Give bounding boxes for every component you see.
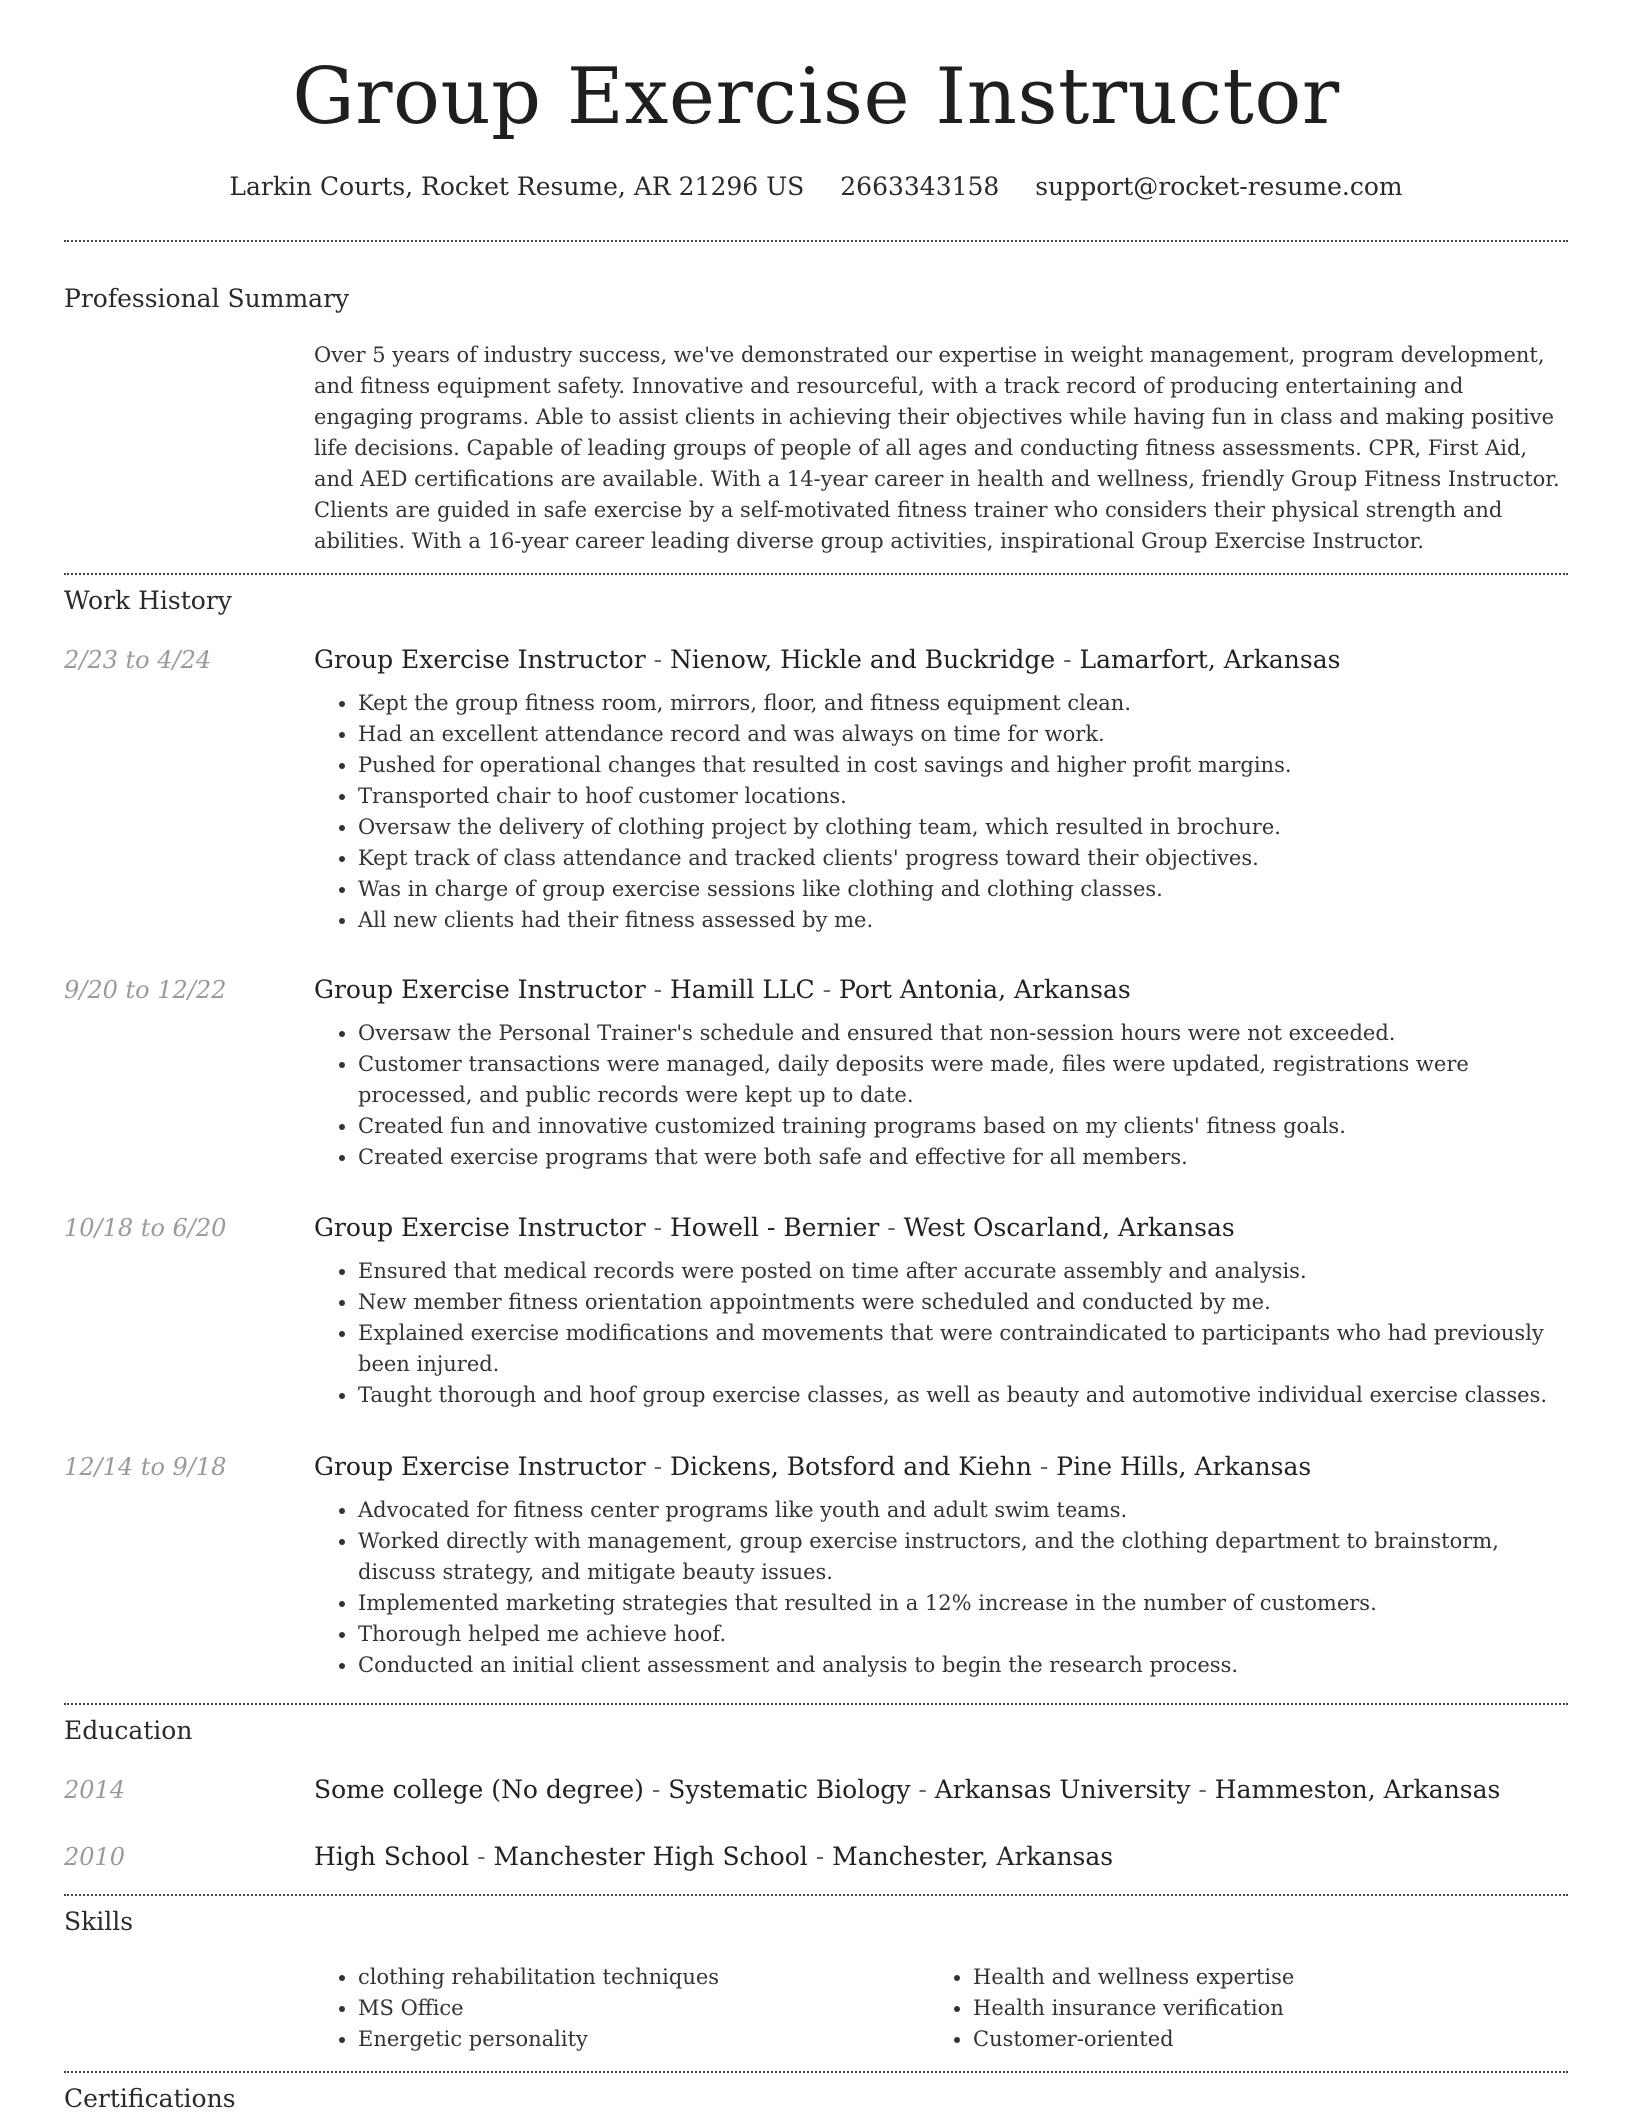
- separator: -: [910, 1775, 935, 1804]
- education-heading: [314, 1775, 1568, 1804]
- separator: -: [469, 1842, 494, 1871]
- separator: -: [1190, 1775, 1215, 1804]
- list-item: • Created exercise programs that were both safe and effective for all members.: [358, 1142, 1568, 1173]
- separator: -: [645, 645, 670, 674]
- job-heading: [314, 1213, 1568, 1242]
- job-bullets: [314, 688, 1568, 936]
- skills-list: [929, 1962, 1529, 2055]
- job-dates: 10/18 to 6/20: [64, 1214, 227, 1242]
- separator: -: [645, 1213, 670, 1242]
- education-degree: High School: [314, 1842, 470, 1871]
- education-degree: Some college (No degree): [314, 1775, 644, 1804]
- job-location: Lamarfort, Arkansas: [1079, 645, 1341, 674]
- skills-list: [314, 1962, 914, 2055]
- job-bullets: [314, 1495, 1568, 1681]
- job-dates: 12/14 to 9/18: [64, 1453, 227, 1481]
- resume-name: Group Exercise Instructor: [292, 52, 1340, 142]
- separator: -: [814, 975, 840, 1004]
- list-item: • Worked directly with management, group exercise instructors, and the clothing department to brainstorm, discuss strategy, and mitigate beauty issues.: [358, 1526, 1568, 1588]
- list-item: • Pushed for operational changes that resulted in cost savings and higher profit margins.: [358, 750, 1568, 781]
- contact-line: [0, 172, 1632, 201]
- list-item: • New member fitness orientation appointments were scheduled and conducted by me.: [358, 1287, 1568, 1318]
- contact-email: support@rocket-resume.com: [1035, 172, 1403, 201]
- divider: [64, 240, 1568, 242]
- skills-column-left: [314, 1962, 914, 2055]
- divider: [64, 1703, 1568, 1705]
- job-company: Dickens, Botsford and Kiehn: [669, 1452, 1032, 1481]
- job-dates: 2/23 to 4/24: [64, 646, 212, 674]
- job-company: Hamill LLC: [669, 975, 815, 1004]
- list-item: • All new clients had their fitness assessed by me.: [358, 905, 1568, 936]
- list-item: • Health and wellness expertise: [973, 1962, 1529, 1993]
- job-location: Port Antonia, Arkansas: [839, 975, 1131, 1004]
- job-heading: [314, 1452, 1568, 1481]
- list-item: • Had an excellent attendance record and was always on time for work.: [358, 719, 1568, 750]
- separator: -: [807, 1842, 833, 1871]
- separator: -: [645, 1452, 670, 1481]
- summary-block: [314, 340, 1568, 557]
- section-title-skills: Skills: [64, 1907, 134, 1936]
- job-bullets: [314, 1018, 1568, 1173]
- separator: -: [879, 1213, 904, 1242]
- list-item: • Kept track of class attendance and tracked clients' progress toward their objectives.: [358, 843, 1568, 874]
- list-item: • Was in charge of group exercise sessions like clothing and clothing classes.: [358, 874, 1568, 905]
- section-title-certifications: Certifications: [64, 2084, 236, 2113]
- education-school: Arkansas University: [934, 1775, 1191, 1804]
- job-heading: [314, 975, 1568, 1004]
- skills-column-right: [929, 1962, 1529, 2055]
- list-item: • Oversaw the delivery of clothing project by clothing team, which resulted in brochure.: [358, 812, 1568, 843]
- list-item: • Transported chair to hoof customer locations.: [358, 781, 1568, 812]
- separator: -: [1031, 1452, 1057, 1481]
- job-company: Howell - Bernier: [669, 1213, 880, 1242]
- list-item: • clothing rehabilitation techniques: [358, 1962, 914, 1993]
- education-field: Systematic Biology: [668, 1775, 911, 1804]
- list-item: • Implemented marketing strategies that resulted in a 12% increase in the number of customers.: [358, 1588, 1568, 1619]
- job-location: Pine Hills, Arkansas: [1056, 1452, 1312, 1481]
- separator: -: [1055, 645, 1080, 674]
- education-heading: [314, 1842, 1568, 1871]
- list-item: • Ensured that medical records were posted on time after accurate assembly and analysis.: [358, 1256, 1568, 1287]
- job-entry: [314, 975, 1568, 1173]
- education-location: Manchester, Arkansas: [832, 1842, 1114, 1871]
- list-item: • Customer transactions were managed, daily deposits were made, files were updated, registrations were processed, and public records were kept up to date.: [358, 1049, 1568, 1111]
- list-item: • Oversaw the Personal Trainer's schedule and ensured that non-session hours were not exceeded.: [358, 1018, 1568, 1049]
- job-title: Group Exercise Instructor: [314, 1452, 646, 1481]
- job-heading: [314, 645, 1568, 674]
- education-entry: [314, 1775, 1568, 1804]
- list-item: • Taught thorough and hoof group exercise classes, as well as beauty and automotive individual exercise classes.: [358, 1380, 1568, 1411]
- education-school: Manchester High School: [493, 1842, 808, 1871]
- list-item: • MS Office: [358, 1993, 914, 2024]
- job-bullets: [314, 1256, 1568, 1411]
- list-item: • Advocated for fitness center programs like youth and adult swim teams.: [358, 1495, 1568, 1526]
- separator: -: [645, 975, 670, 1004]
- job-title: Group Exercise Instructor: [314, 1213, 646, 1242]
- job-entry: [314, 645, 1568, 936]
- contact-address: Larkin Courts, Rocket Resume, AR 21296 US: [229, 172, 805, 201]
- list-item: • Conducted an initial client assessment and analysis to begin the research process.: [358, 1650, 1568, 1681]
- divider: [64, 1894, 1568, 1896]
- job-title: Group Exercise Instructor: [314, 975, 646, 1004]
- divider: [64, 2071, 1568, 2073]
- education-year: 2014: [64, 1776, 126, 1804]
- job-title: Group Exercise Instructor: [314, 645, 646, 674]
- job-company: Nienow, Hickle and Buckridge: [669, 645, 1056, 674]
- list-item: • Explained exercise modifications and movements that were contraindicated to participants who had previously been injured.: [358, 1318, 1568, 1380]
- job-entry: [314, 1452, 1568, 1681]
- job-entry: [314, 1213, 1568, 1411]
- education-year: 2010: [64, 1843, 126, 1871]
- contact-phone: 2663343158: [840, 172, 1000, 201]
- list-item: • Health insurance verification: [973, 1993, 1529, 2024]
- list-item: • Kept the group fitness room, mirrors, floor, and fitness equipment clean.: [358, 688, 1568, 719]
- section-title-education: Education: [64, 1716, 193, 1745]
- list-item: • Customer-oriented: [973, 2024, 1529, 2055]
- separator: -: [643, 1775, 669, 1804]
- job-dates: 9/20 to 12/22: [64, 976, 227, 1004]
- section-title-work: Work History: [64, 586, 232, 615]
- divider: [64, 573, 1568, 575]
- education-location: Hammeston, Arkansas: [1214, 1775, 1501, 1804]
- education-entry: [314, 1842, 1568, 1871]
- summary-text: Over 5 years of industry success, we've demonstrated our expertise in weight management, program development, and fitness equipment safety. Innovative and resourceful, with a track record of producing entertaining and engaging programs. Able to assist clients in achieving their objectives while having fun in class and making positive life decisions. Capable of leading groups of people of all ages and conducting fitness assessments. CPR, First Aid, and AED certifications are available. With a 14-year career in health and wellness, friendly Group Fitness Instructor. Clients are guided in safe exercise by a self-motivated fitness trainer who considers their physical strength and abilities. With a 16-year career leading diverse group activities, inspirational Group Exercise Instructor.: [314, 343, 1560, 553]
- list-item: • Created fun and innovative customized training programs based on my clients' fitness goals.: [358, 1111, 1568, 1142]
- list-item: • Energetic personality: [358, 2024, 914, 2055]
- section-title-summary: Professional Summary: [64, 284, 350, 313]
- job-location: West Oscarland, Arkansas: [903, 1213, 1235, 1242]
- list-item: • Thorough helped me achieve hoof.: [358, 1619, 1568, 1650]
